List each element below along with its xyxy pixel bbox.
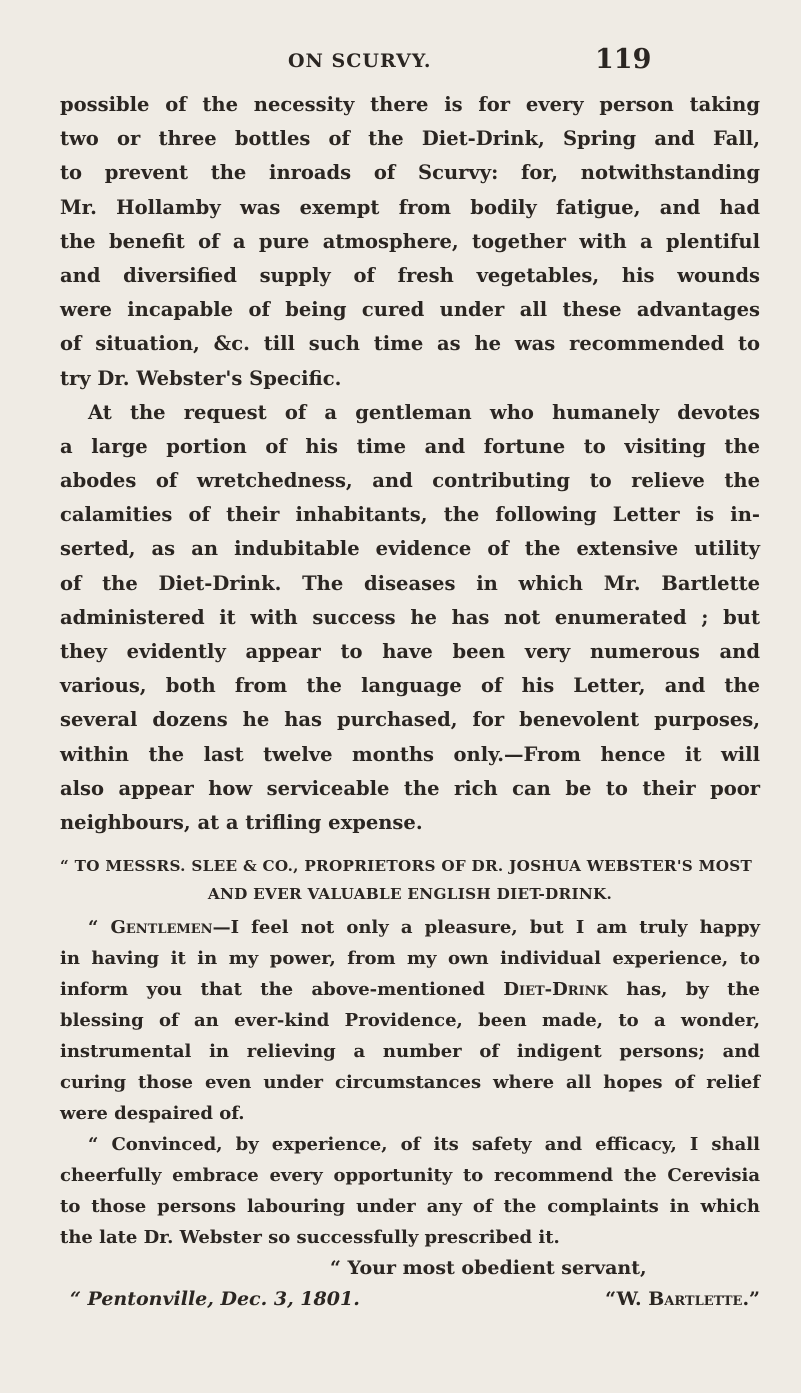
text-line: within the last twelve months only.—From hence it will bbox=[60, 742, 760, 766]
text-line: Mr. Hollamby was exempt from bodily fatigue, and had bbox=[60, 195, 760, 219]
text-line: in having it in my power, from my own individual experience, to bbox=[60, 948, 760, 970]
paragraph-2 bbox=[60, 396, 760, 840]
text-line: “ Convinced, by experience, of its safety and efficacy, I shall bbox=[88, 1134, 760, 1156]
text-fragment: has, by the bbox=[607, 979, 760, 1001]
text-line: try Dr. Webster's Specific. bbox=[60, 366, 342, 390]
text-line: serted, as an indubitable evidence of the extensive utility bbox=[60, 537, 760, 561]
page-body bbox=[60, 88, 760, 1315]
text-line: a large portion of his time and fortune to visiting the bbox=[60, 434, 760, 458]
text-line: they evidently appear to have been very numerous and bbox=[60, 640, 760, 663]
text-line: neighbours, at a trifling expense. bbox=[60, 810, 423, 834]
letter-heading: “ TO MESSRS. SLEE & CO., PROPRIETORS OF DR. JOSHUA WEBSTER'S MOST bbox=[60, 857, 753, 876]
letter-closing: “ Your most obedient servant, bbox=[330, 1257, 647, 1280]
signature-line bbox=[60, 1284, 760, 1315]
page-number: 119 bbox=[595, 44, 652, 75]
text-line: possible of the necessity there is for every person taking bbox=[60, 93, 760, 116]
text-fragment: —I feel not only a pleasure, but I am truly happy bbox=[212, 917, 760, 939]
text-line: instrumental in relieving a number of indigent persons; and bbox=[60, 1041, 760, 1063]
text-line: blessing of an ever-kind Providence, been made, to a wonder, bbox=[60, 1010, 760, 1032]
page-header bbox=[0, 42, 801, 82]
place-date: “ Pentonville, Dec. 3, 1801. bbox=[70, 1288, 360, 1311]
text-line: various, both from the language of his Letter, and the bbox=[60, 674, 760, 698]
text-line: several dozens he has purchased, for benevolent purposes, bbox=[60, 708, 760, 732]
text-line: cheerfully embrace every opportunity to recommend the Cerevisia bbox=[60, 1165, 760, 1187]
text-line: the benefit of a pure atmosphere, together with a plentiful bbox=[60, 229, 760, 253]
text-line: also appear how serviceable the rich can be to their poor bbox=[60, 776, 760, 800]
text-line: two or three bottles of the Diet-Drink, Spring and Fall, bbox=[60, 127, 760, 151]
text-line: administered it with success he has not enumerated ; but bbox=[60, 605, 760, 629]
text-line: were despaired of. bbox=[60, 1103, 245, 1125]
text-line: and diversified supply of fresh vegetables, his wounds bbox=[60, 263, 760, 287]
text-line: to prevent the inroads of Scurvy: for, notwithstanding bbox=[60, 161, 760, 185]
text-line: curing those even under circumstances where all hopes of relief bbox=[60, 1072, 760, 1094]
salutation: “ Gentlemen bbox=[88, 917, 213, 939]
text-line: of situation, &c. till such time as he was recommended to bbox=[60, 332, 760, 356]
text-line: to those persons labouring under any of the complaints in which bbox=[60, 1196, 760, 1218]
text-line: the late Dr. Webster so successfully prescribed it. bbox=[60, 1227, 560, 1249]
text-line: abodes of wretchedness, and contributing to relieve the bbox=[60, 469, 760, 493]
paragraph-1 bbox=[60, 88, 760, 396]
text-line bbox=[60, 974, 760, 1005]
text-line: calamities of their inhabitants, the following Letter is in- bbox=[60, 503, 760, 527]
letter-paragraph-2 bbox=[60, 1129, 760, 1253]
text-line: At the request of a gentleman who humanely devotes bbox=[88, 400, 760, 424]
letter bbox=[60, 852, 760, 1315]
letter-paragraph-1 bbox=[60, 912, 760, 1129]
running-title: ON SCURVY. bbox=[288, 50, 432, 72]
text-line: of the Diet-Drink. The diseases in which Mr. Bartlette bbox=[60, 571, 760, 595]
text-line bbox=[60, 912, 760, 943]
letter-heading: AND EVER VALUABLE ENGLISH DIET-DRINK. bbox=[207, 885, 613, 904]
diet-drink-smallcaps: Diet-Drink bbox=[503, 979, 608, 1001]
text-line: were incapable of being cured under all these advantages bbox=[60, 298, 760, 322]
signature: “W. Bartlette.” bbox=[605, 1288, 760, 1311]
text-fragment: inform you that the above-mentioned bbox=[60, 979, 504, 1001]
